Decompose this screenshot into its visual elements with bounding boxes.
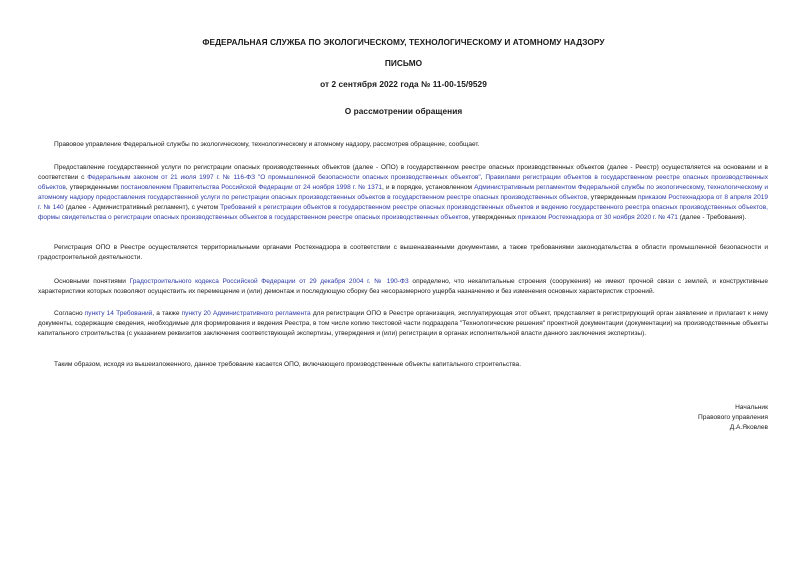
text: , утвержденными <box>65 184 121 191</box>
paragraph-conclusion-text: Таким образом, исходя из вышеизложенного, данное требование касается ОПО, включающего производственные объекты капитального строительства. <box>54 361 522 368</box>
link-registration-rules[interactable]: Правилами регистрации объектов в государственном реестре опасных производственных объектов <box>38 174 768 191</box>
text: , утвержденным <box>587 194 638 201</box>
document-type: ПИСЬМО <box>384 58 423 68</box>
paragraph-registration-text: Регистрация ОПО в Реестре осуществляется территориальными органами Ростехнадзора в соответствии с вышеназванными документами, а также требованиями законодательства в области промышленной безопасности и градостроительной деятельности. <box>38 244 768 261</box>
signature-position: Начальник <box>735 404 768 411</box>
link-registration-requirements[interactable]: Требований к регистрации объектов в государственном реестре опасных производственных объектов и ведению государственного реестра опасных производственных объектов, формы свидетельства о регистрации опасных производственных объектов в государственном реестре опасных производственных объектов <box>38 204 768 221</box>
text: определено, что некапитальные строения (сооружения) не имеют прочной связи с землей, и конструктивные характеристики которых позволяют осуществить их перемещение и (или) демонтаж и последующую сборку без несоразмерного ущерба назначению и без изменения основных характеристик строений. <box>38 278 768 295</box>
paragraph-registration <box>38 243 768 263</box>
text: , а также <box>152 310 182 317</box>
paragraph-conclusion <box>38 360 768 370</box>
signature-department: Правового управления <box>698 414 768 421</box>
text: , утвержденных <box>468 214 518 221</box>
link-urban-planning-code[interactable]: Градостроительного кодекса Российской Федерации от 29 декабря 2004 г. № 190-ФЗ <box>129 278 409 285</box>
link-order-471[interactable]: приказом Ростехнадзора от 30 ноября 2020 г. № 471 <box>517 214 678 221</box>
link-point-14-requirements[interactable]: пункту 14 Требований <box>84 310 153 317</box>
paragraph-definitions <box>38 277 768 297</box>
text: для регистрации ОПО в Реестре организация, эксплуатирующая этот объект, представляет в регистрирующий орган заявление и прилагает к нему документы, содержащие сведения, необходимые для формирования и ведения Реестра, в том числе копию текстовой части подраздела "Технологические решения" проектной документации (документации) на производственные объекты капитального строительства (с указанием реквизитов заключения соответствующей экспертизы, утверждения и (или) регистрации в органах исполнительной власти данного заключения экспертизы). <box>38 310 768 337</box>
signature-block <box>568 403 768 433</box>
paragraph-intro-text: Правовое управление Федеральной службы по экологическому, технологическому и атомному надзору, рассмотрев обращение, сообщает. <box>54 141 480 148</box>
link-point-20-regulation[interactable]: пункту 20 Административного регламента <box>181 310 311 317</box>
agency-title: ФЕДЕРАЛЬНАЯ СЛУЖБА ПО ЭКОЛОГИЧЕСКОМУ, ТЕХНОЛОГИЧЕСКОМУ И АТОМНОМУ НАДЗОРУ <box>202 37 605 47</box>
document-date-number: от 2 сентября 2022 года № 11-00-15/9529 <box>320 79 487 89</box>
link-government-decree-1371[interactable]: постановлением Правительства Российской Федерации от 24 ноября 1998 г. № 1371 <box>120 184 382 191</box>
text: , и в порядке, установленном <box>382 184 475 191</box>
link-administrative-regulation[interactable]: Административным регламентом Федеральной службы по экологическому, технологическому и атомному надзору предоставления государственной услуги по регистрации опасных производственных объектов в государственном реестре опасных производственных объектов <box>38 184 768 201</box>
text: Предоставление государственной услуги по регистрации опасных производственных объектов (далее - ОПО) в государственном реестре опасных производственных объектов (далее - Реестр) осуществляется на основании и в соответствии с <box>38 164 768 181</box>
document-subject: О рассмотрении обращения <box>344 106 463 116</box>
text: (далее - Требования). <box>677 214 747 221</box>
paragraph-legal-basis <box>38 163 768 223</box>
text: Согласно <box>54 310 85 317</box>
link-federal-law-116[interactable]: Федеральным законом от 21 июля 1997 г. № 116-ФЗ "О промышленной безопасности опасных производственных объектов" <box>87 174 481 181</box>
signature-name: Д.А.Яковлев <box>729 424 768 431</box>
text: Основными понятиями <box>54 278 130 285</box>
paragraph-intro <box>38 140 768 150</box>
paragraph-documents <box>38 309 768 339</box>
link-order-140[interactable]: приказом Ростехнадзора от 8 апреля 2019 г. № 140 <box>38 194 768 211</box>
text: , <box>480 174 486 181</box>
text: (далее - Административный регламент), с учетом <box>63 204 221 211</box>
